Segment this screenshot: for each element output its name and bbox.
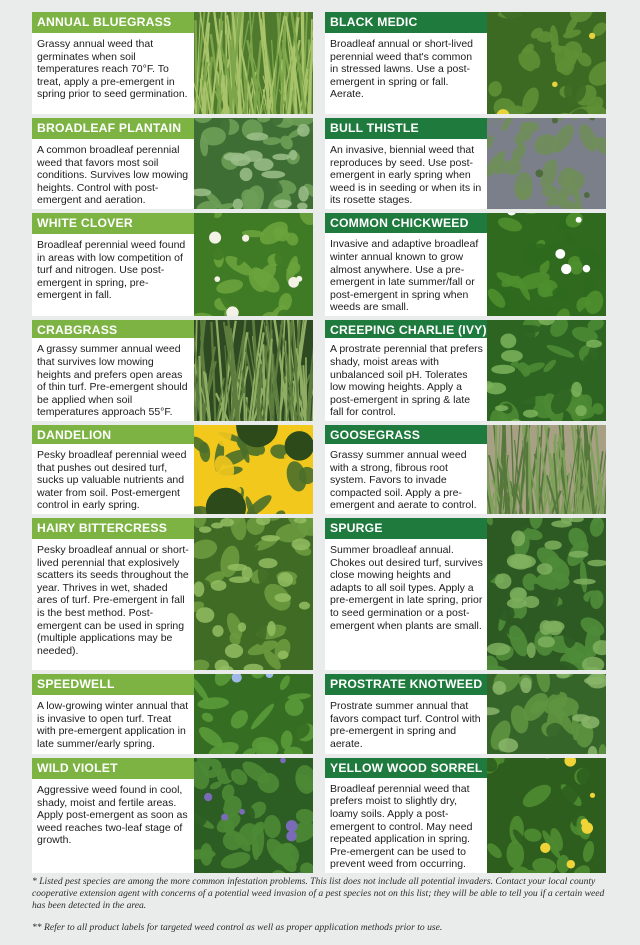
weed-guide-grid — [32, 12, 606, 873]
weed-name: WHITE CLOVER — [32, 213, 194, 234]
weed-name: ANNUAL BLUEGRASS — [32, 12, 194, 33]
weed-description: Pesky broadleaf perennial weed that pushes out desired turf, sucks up valuable nutrients and water from soil. Post-emergent control in early spring. — [37, 449, 187, 512]
weed-card-bull-thistle — [325, 118, 606, 209]
weed-card-prostrate-knotweed — [325, 674, 606, 754]
white-clover-photo — [194, 213, 313, 316]
weed-card-black-medic — [325, 12, 606, 114]
weed-info — [32, 213, 194, 316]
broadleaf-plantain-photo — [194, 118, 313, 209]
weed-card-common-chickweed — [325, 213, 606, 316]
weed-card-annual-bluegrass — [32, 12, 313, 114]
weed-info — [325, 320, 487, 421]
weed-info — [32, 320, 194, 421]
bull-thistle-photo — [487, 118, 606, 209]
spurge-photo — [487, 518, 606, 670]
weed-description: Broadleaf perennial weed found in areas with low competition of turf and nitrogen. Use post-emergent in spring, pre-emergent in fall. — [37, 239, 186, 302]
weed-description: Grassy annual weed that germinates when soil temperatures reach 70°F. To treat, apply a pre-emergent in spring prior to seed germination. — [37, 38, 188, 101]
weed-name: BLACK MEDIC — [325, 12, 487, 33]
weed-card-dandelion — [32, 425, 313, 514]
weed-description: A prostrate perennial that prefers shady, moist areas with unbalanced soil pH. Tolerates low mowing heights. Apply a post-emergent in spring & late fall for control. — [330, 343, 483, 419]
weed-card-white-clover — [32, 213, 313, 316]
weed-card-broadleaf-plantain — [32, 118, 313, 209]
speedwell-photo — [194, 674, 313, 754]
weed-info — [32, 425, 194, 514]
weed-name: BROADLEAF PLANTAIN — [32, 118, 194, 139]
weed-info — [32, 12, 194, 114]
weed-card-spurge — [325, 518, 606, 670]
weed-description: Invasive and adaptive broadleaf winter annual known to grow almost anywhere. Use a pre-emergent in late summer/fall or post-emergent in spring when weeds are small. — [330, 238, 479, 314]
weed-description: A common broadleaf perennial weed that favors most soil conditions. Survives low mowing heights. Control with post-emergent and aeration. — [37, 144, 189, 207]
weed-info — [325, 118, 487, 209]
annual-bluegrass-photo — [194, 12, 313, 114]
weed-info — [32, 118, 194, 209]
weed-name: WILD VIOLET — [32, 758, 194, 779]
weed-card-hairy-bittercress — [32, 518, 313, 670]
black-medic-photo — [487, 12, 606, 114]
footnote-species-disclaimer: * Listed pest species are among the more common infestation problems. This list does not include all potential invaders. Contact your local county cooperative extension agent with concerns of a potential weed invasion of a pest species not on this list; they will be able to tell you if a certain weed has been detected in the area. — [32, 876, 605, 911]
dandelion-photo — [194, 425, 313, 514]
weed-info — [325, 213, 487, 316]
weed-info — [325, 425, 487, 514]
weed-card-crabgrass — [32, 320, 313, 421]
common-chickweed-photo — [487, 213, 606, 316]
weed-card-speedwell — [32, 674, 313, 754]
weed-name: HAIRY BITTERCRESS — [32, 518, 194, 539]
weed-description: A low-growing winter annual that is invasive to open turf. Treat with pre-emergent application in late summer/early spring. — [37, 700, 189, 750]
weed-description: Aggressive weed found in cool, shady, moist and fertile areas. Apply post-emergent as soon as weed reaches two-leaf stage of growth. — [37, 784, 188, 847]
wild-violet-photo — [194, 758, 313, 873]
weed-description: Prostrate summer annual that favors compact turf. Control with pre-emergent in spring and aerate. — [330, 700, 481, 750]
weed-name: DANDELION — [32, 425, 194, 444]
weed-description: An invasive, biennial weed that reproduces by seed. Use post-emergent in early spring when weed is in seeding or when its in its rosette stages. — [330, 144, 482, 207]
goosegrass-photo — [487, 425, 606, 514]
weed-card-wild-violet — [32, 758, 313, 873]
crabgrass-photo — [194, 320, 313, 421]
weed-card-creeping-charlie — [325, 320, 606, 421]
creeping-charlie-photo — [487, 320, 606, 421]
weed-info — [32, 758, 194, 873]
weed-name: GOOSEGRASS — [325, 425, 487, 444]
weed-description: Pesky broadleaf annual or short-lived perennial that explosively scatters its seeds throughout the year. Thrives in wet, shaded ares of turf. Pre-emergent in fall is the best method. Post-emergent can be used in spring (multiple applications may be needed). — [37, 544, 189, 657]
weed-card-goosegrass — [325, 425, 606, 514]
footnote-product-labels: ** Refer to all product labels for targeted weed control as well as proper application methods prior to use. — [32, 922, 443, 933]
weed-description: A grassy summer annual weed that survives low mowing heights and prefers open areas of thin turf. Pre-emergent should be applied when soil temperatures approach 55°F. — [37, 343, 188, 419]
weed-description: Summer broadleaf annual. Chokes out desired turf, survives close mowing heights and adapts to all soil types. Apply a pre-emergent in late spring, prior to seed germination or a post-emergent when plants are small. — [330, 544, 483, 632]
weed-info — [325, 674, 487, 754]
weed-card-yellow-wood-sorrel — [325, 758, 606, 873]
weed-info — [32, 674, 194, 754]
weed-info — [325, 518, 487, 670]
weed-name: CREEPING CHARLIE (IVY) — [325, 320, 487, 338]
hairy-bittercress-photo — [194, 518, 313, 670]
weed-info — [325, 758, 487, 873]
yellow-wood-sorrel-photo — [487, 758, 606, 873]
weed-name: CRABGRASS — [32, 320, 194, 338]
prostrate-knotweed-photo — [487, 674, 606, 754]
weed-info — [32, 518, 194, 670]
weed-description: Broadleaf perennial weed that prefers moist to slightly dry, loamy soils. Apply a post-emergent to control. May need repeated application in spring. Pre-emergent can be used to prevent weed from occurring. — [330, 782, 473, 871]
footnotes — [32, 876, 610, 944]
weed-name: SPEEDWELL — [32, 674, 194, 695]
weed-name: SPURGE — [325, 518, 487, 539]
weed-info — [325, 12, 487, 114]
weed-description: Grassy summer annual weed with a strong, fibrous root system. Favors to invade compacted soil. Apply a pre-emergent and aerate to control. — [330, 449, 477, 512]
weed-description: Broadleaf annual or short-lived perennial weed that's common in stressed lawns. Use a post-emergent in spring or fall. Aerate. — [330, 38, 474, 101]
weed-name: PROSTRATE KNOTWEED — [325, 674, 487, 695]
weed-name: BULL THISTLE — [325, 118, 487, 139]
weed-name: COMMON CHICKWEED — [325, 213, 487, 233]
weed-name: YELLOW WOOD SORREL — [325, 758, 487, 778]
